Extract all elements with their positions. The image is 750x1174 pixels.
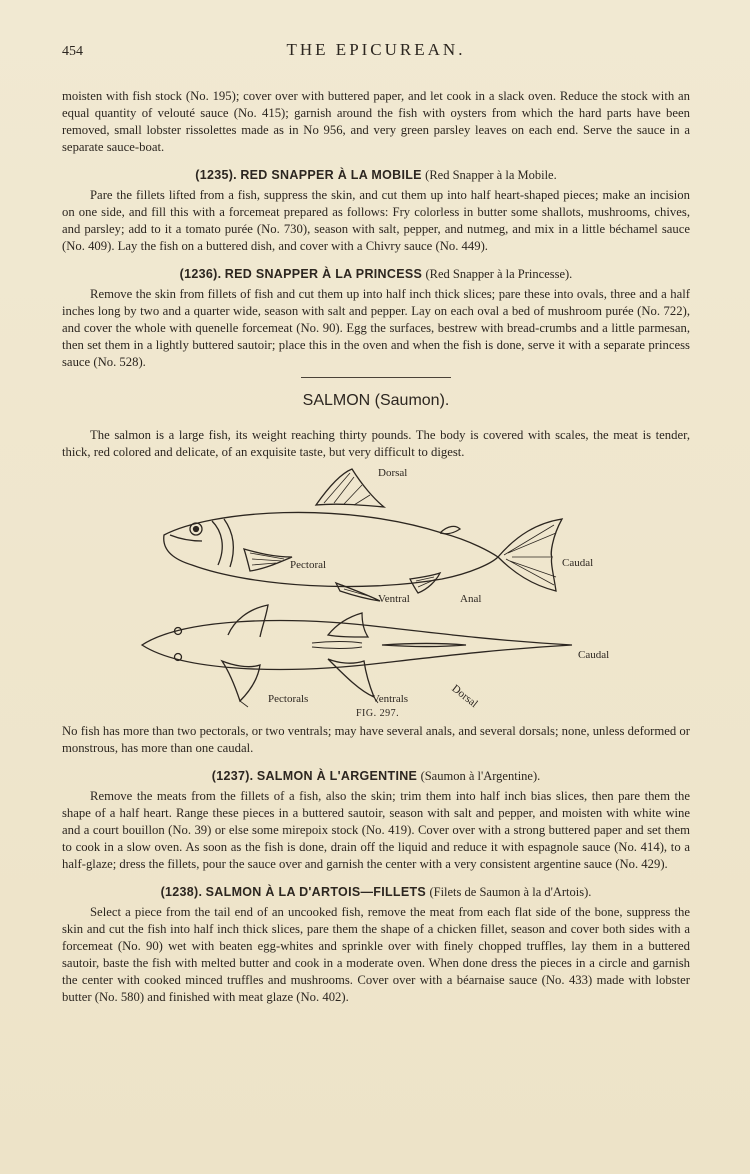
recipe-heading-1236 [62,265,690,283]
label-pectoral: Pectoral [290,559,327,571]
label-dorsal: Dorsal [378,467,408,479]
recipe-body-1238: Select a piece from the tail end of an uncooked fish, remove the meat from each flat side of the bone, suppress the skin and cut the fish into half inch thick slices, pare them the shape of a chicken fillet, season and cover both sides with a forcemeat (No. 90) wet with beaten egg-whites and sprinkle over with finely chopped truffles, lay them in a buttered sautoir, baste the fish with melted butter and cook in a moderate oven. When done dress the pieces in a circle and garnish the center with cooked minced truffles and mushrooms. Cover over with a béarnaise sauce (No. 433) made with lobster butter (No. 580) and finished with meat glaze (No. 402). [62,905,690,1004]
recipe-number: (1238). [160,885,203,899]
recipe-number: (1237). [211,769,254,783]
page-number: 454 [62,44,83,59]
recipe-body-1236: Remove the skin from fillets of fish and cut them up into half inch thick slices; pare these into ovals, three and a half inches long by two and a quarter wide, season with salt and pepper. Lay on each oval a bed of mushroom purée (No. 722), and cover the whole with quenelle forcemeat (No. 90). Egg the surfaces, bestrew with bread-crumbs and a little parmesan, then set them in a lightly buttered sautoir; place this in the oven and when the fish is done, serve it with a separate princess sauce (No. 528). [62,287,690,369]
recipe-number: (1236). [179,267,222,281]
recipe-alt-title: (Red Snapper à la Mobile. [425,168,557,182]
label-ventral: Ventral [378,593,410,605]
section-divider [301,377,451,378]
recipe-body-1235: Pare the fillets lifted from a fish, suppress the skin, and cut them up into half heart-shaped pieces; make an incision on one side, and fill this with a forcemeat prepared as follows: Fry colorless in butter some shallots, mushrooms, chives, and parsley; add to it a tomato purée (No. 730), season with salt, pepper, and nutmeg, and mix in a little béchamel sauce (No. 409). Lay the fish on a buttered dish, and cover with a Chivry sauce (No. 449). [62,188,690,253]
recipe-title: SALMON À LA D'ARTOIS—FILLETS [205,885,427,899]
label-caudal-top: Caudal [562,557,594,569]
running-title: THE EPICUREAN. [286,40,466,59]
label-caudal-bottom: Caudal [578,649,610,661]
recipe-title: RED SNAPPER À LA PRINCESS [224,267,423,281]
recipe-heading-1235 [62,166,690,184]
recipe-alt-title: (Saumon à l'Argentine). [420,769,541,783]
side-dorsal-fin [316,469,384,507]
label-dorsal-rotated: Dorsal [449,682,480,711]
recipe-number: (1235). [195,168,237,182]
side-caudal-fin [498,519,562,591]
fish-illustration [62,465,690,723]
intro-paragraph: moisten with fish stock (No. 195); cover over with buttered paper, and let cook in a slack oven. Reduce the stock with an equal quantity of velouté sauce (No. 415); garnish around the fish with oysters from which the hard parts have been removed, small lobster rissolettes made as in No 956, and very green parsley leaves on each end. Serve the sauce in a separate sauce-boat. [62,89,690,154]
section-intro: The salmon is a large fish, its weight reaching thirty pounds. The body is covered with scales, the meat is tender, thick, red colored and delicate, of an exquisite taste, but very difficult to digest. [62,428,690,459]
text-column [62,88,690,1006]
recipe-alt-title: (Filets de Saumon à la d'Artois). [429,885,592,899]
recipe-body-1237: Remove the meats from the fillets of a fish, also the skin; trim them into half inch bias slices, then pare them the shape of a half heart. Range these pieces in a buttered sautoir, season with salt and pepper, and moisten with white wine and a court bouillon (No. 39) or else some mirepoix stock (No. 419). Cover over with a strong buttered paper and set them to cook in a slow oven. As soon as the fish is done, drain off the liquid and reduce it with espagnole sauce (No. 414), to a half-glaze; dress the fillets, pour the sauce over and garnish the center with a very consistent argentine sauce (No. 429). [62,789,690,871]
section-title: SALMON (Saumon). [302,392,450,409]
label-pectorals: Pectorals [268,693,309,705]
recipe-title: RED SNAPPER À LA MOBILE [240,168,422,182]
recipe-heading-1237 [62,767,690,785]
page-header [62,40,690,66]
recipe-alt-title: (Red Snapper à la Princesse). [425,267,573,281]
label-ventrals: Ventrals [372,693,409,705]
recipe-title: SALMON À L'ARGENTINE [256,769,418,783]
figure-caption: FIG. 297. [356,708,400,719]
fin-note: No fish has more than two pectorals, or two ventrals; may have several anals, and several dorsals; none, unless deformed or monstrous, has more than one caudal. [62,724,690,755]
salmon-fin-figure [62,465,690,723]
recipe-heading-1238 [62,883,690,901]
label-anal: Anal [460,593,482,605]
